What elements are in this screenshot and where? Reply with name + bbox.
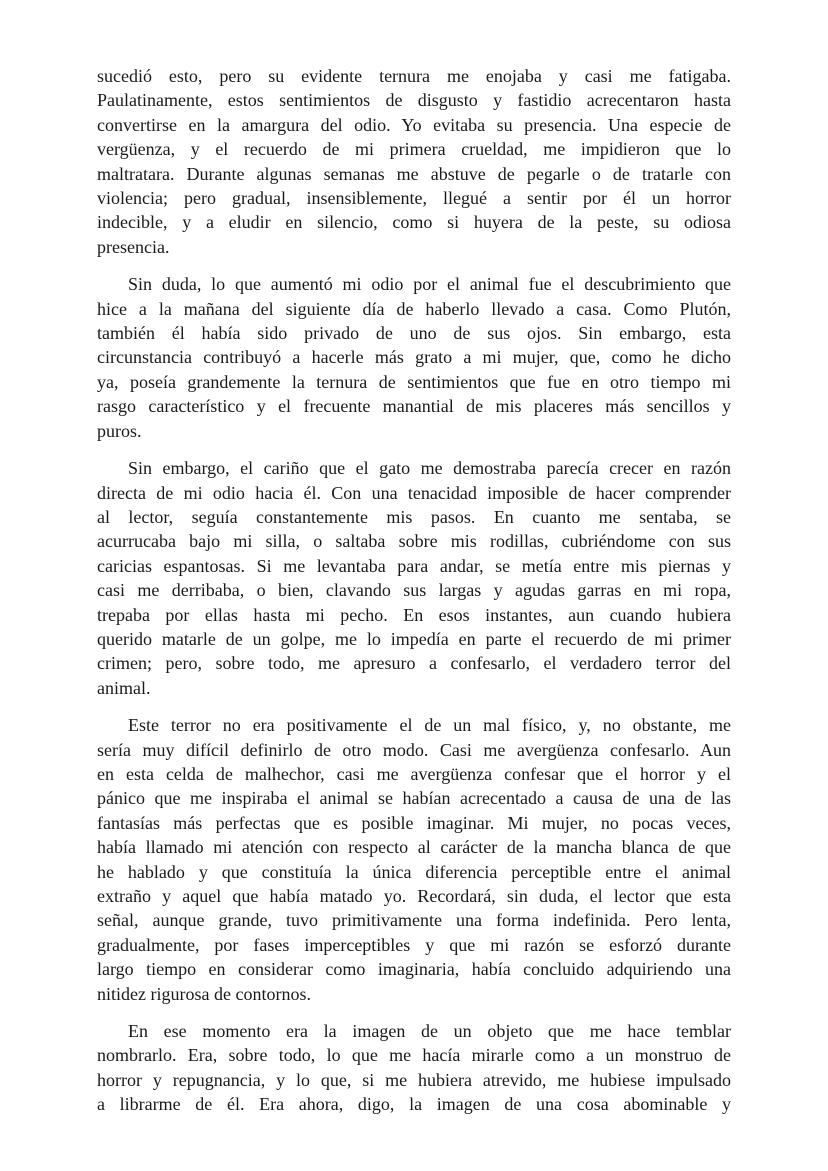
text-line: había llamado mi atención con respecto al carácter de la mancha blanca de que [97, 837, 731, 858]
text-line: puros. [97, 420, 142, 441]
text-line: largo tiempo en considerar como imaginaria, había concluido adquiriendo una [97, 959, 731, 980]
text-line: directa de mi odio hacia él. Con una tenacidad imposible de hacer comprender [97, 482, 731, 503]
text-line: horror y repugnancia, y lo que, si me hubiera atrevido, me hubiese impulsado [97, 1069, 731, 1090]
text-line: nitidez rigurosa de contornos. [97, 983, 311, 1004]
text-line: Paulatinamente, estos sentimientos de disgusto y fastidio acrecentaron hasta [97, 90, 731, 111]
text-line: indecible, y a eludir en silencio, como si huyera de la peste, su odiosa [97, 212, 731, 233]
text-line: fantasías más perfectas que es posible imaginar. Mi mujer, no pocas veces, [97, 812, 731, 833]
text-line: querido matarle de un golpe, me lo impedía en parte el recuerdo de mi primer [97, 628, 731, 649]
text-line: gradualmente, por fases imperceptibles y que mi razón se esforzó durante [97, 934, 731, 955]
text-line: En ese momento era la imagen de un objeto que me hace temblar [128, 1021, 731, 1042]
text-line: acurrucaba bajo mi silla, o saltaba sobre mis rodillas, cubriéndome con sus [97, 531, 731, 552]
text-line: nombrarlo. Era, sobre todo, lo que me hacía mirarle como a un monstruo de [97, 1045, 731, 1066]
text-line: al lector, seguía constantemente mis pasos. En cuanto me sentaba, se [97, 506, 731, 527]
text-line: sería muy difícil definirlo de otro modo. Casi me avergüenza confesarlo. Aun [97, 739, 731, 760]
text-line: convertirse en la amargura del odio. Yo evitaba su presencia. Una especie de [97, 114, 731, 135]
text-line: violencia; pero gradual, insensiblemente, llegué a sentir por él un horror [97, 188, 731, 209]
document-page [97, 64, 731, 1130]
text-line: hice a la mañana del siguiente día de haberlo llevado a casa. Como Plutón, [97, 298, 731, 319]
text-line: crimen; pero, sobre todo, me apresuro a confesarlo, el verdadero terror del [97, 653, 731, 674]
text-line: extraño y aquel que había matado yo. Recordará, sin duda, el lector que esta [97, 886, 731, 906]
text-line: maltratara. Durante algunas semanas me abstuve de pegarle o de tratarle con [97, 163, 731, 184]
text-line: trepaba por ellas hasta mi pecho. En esos instantes, aun cuando hubiera [97, 604, 731, 625]
text-line: señal, aunque grande, tuvo primitivamente una forma indefinida. Pero lenta, [97, 910, 731, 931]
text-line: a librarme de él. Era ahora, digo, la imagen de una cosa abominable y [97, 1094, 731, 1115]
paragraph-5 [97, 1019, 731, 1117]
text-line: ya, poseía grandemente la ternura de sentimientos que fue en otro tiempo mi [97, 371, 731, 392]
paragraph-3 [97, 456, 731, 700]
text-line: animal. [97, 677, 151, 698]
text-line: Sin embargo, el cariño que el gato me demostraba parecía crecer en razón [128, 458, 731, 479]
text-line: casi me derribaba, o bien, clavando sus largas y agudas garras en mi ropa, [97, 580, 731, 601]
text-line: vergüenza, y el recuerdo de mi primera crueldad, me impidieron que lo [97, 139, 731, 160]
text-line: rasgo característico y el frecuente manantial de mis placeres más sencillos y [97, 396, 731, 417]
paragraph-2 [97, 272, 731, 443]
text-line: Sin duda, lo que aumentó mi odio por el animal fue el descubrimiento que [128, 274, 731, 295]
text-line: he hablado y que constituía la única diferencia perceptible entre el animal [97, 861, 731, 882]
paragraph-1 [97, 64, 731, 259]
text-line: circunstancia contribuyó a hacerle más grato a mi mujer, que, como he dicho [97, 347, 731, 368]
text-line: Este terror no era positivamente el de un mal físico, y, no obstante, me [128, 715, 731, 736]
text-line: pánico que me inspiraba el animal se habían acrecentado a causa de una de las [97, 788, 731, 809]
text-line: caricias espantosas. Si me levantaba para andar, se metía entre mis piernas y [97, 555, 731, 576]
text-line: sucedió esto, pero su evidente ternura me enojaba y casi me fatigaba. [97, 66, 731, 86]
text-line: también él había sido privado de uno de sus ojos. Sin embargo, esta [97, 323, 731, 344]
text-line: presencia. [97, 236, 170, 257]
paragraph-4 [97, 713, 731, 1006]
text-line: en esta celda de malhechor, casi me avergüenza confesar que el horror y el [97, 763, 731, 784]
